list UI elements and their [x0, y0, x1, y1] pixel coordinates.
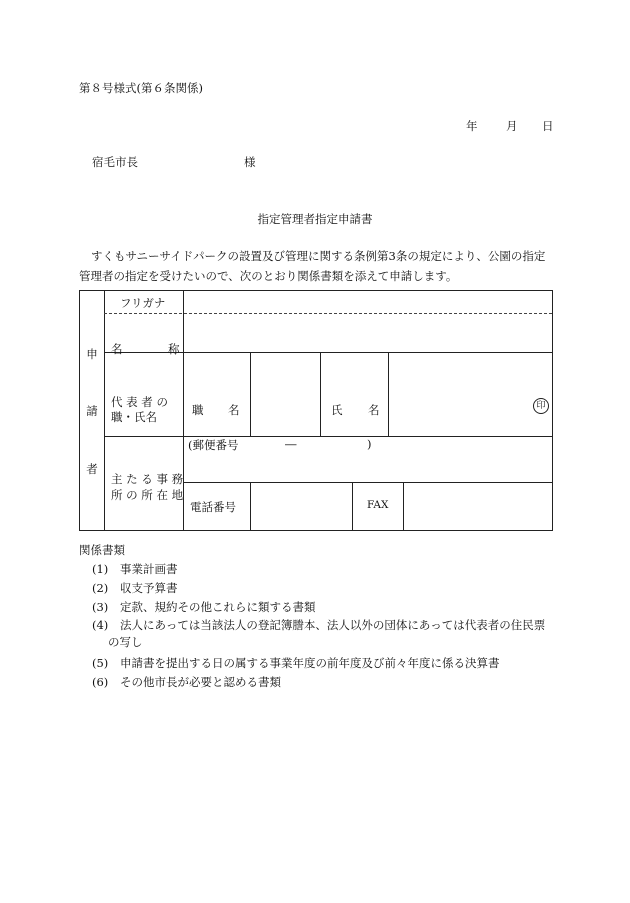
list-item [92, 599, 316, 615]
list-item [92, 674, 281, 690]
list-item [92, 655, 500, 671]
list-item-text: 申請書を提出する日の属する事業年度の前年度及び前々年度に係る決算書 [120, 656, 500, 670]
position-label-1: 職 [192, 403, 204, 417]
list-item-text: 法人にあっては当該法人の登記簿謄本、法人以外の団体にあっては代表者の住民票 [120, 618, 546, 632]
list-item-text: 事業計画書 [120, 562, 178, 576]
list-item-continuation: の写し [108, 635, 143, 649]
applicant-char-2: 請 [86, 404, 98, 418]
office-label-1: 主 た る 事 務 [111, 472, 184, 486]
list-item-text: 収支予算書 [120, 581, 178, 595]
list-item-number: (6) [92, 675, 109, 689]
list-item-text: 定款、規約その他これらに類する書類 [120, 600, 316, 614]
representative-label-1: 代 表 者 の [111, 395, 168, 409]
intro-paragraph: すくもサニーサイドパークの設置及び管理に関する条例第3条の規定により、公園の指定管理者の指定を受けたいので、次のとおり関係書類を添えて申請します。 [79, 249, 546, 283]
fax-label: FAX [367, 499, 389, 511]
seal-mark: 印 [533, 398, 549, 414]
related-documents-title: 関係書類 [79, 543, 125, 557]
list-item-number: (5) [92, 656, 109, 670]
representative-label-2: 職・氏名 [111, 410, 157, 424]
date-line [466, 118, 554, 134]
phone-label: 電話番号 [190, 500, 236, 514]
list-item-text: その他市長が必要と認める書類 [120, 675, 281, 689]
form-number: 第８号様式(第６条関係) [79, 81, 203, 95]
list-item-number: (4) [92, 618, 109, 632]
list-item [92, 561, 178, 577]
application-table [79, 290, 553, 531]
person-name-field[interactable] [389, 353, 551, 435]
date-month-label: 月 [506, 119, 518, 133]
furigana-field[interactable] [184, 292, 551, 312]
postal-code-label: (郵便番号 [188, 438, 239, 452]
date-year-label: 年 [466, 119, 478, 133]
name-label-2: 称 [168, 342, 180, 356]
name-field[interactable] [184, 315, 551, 351]
address-field[interactable] [184, 453, 551, 481]
fax-field[interactable] [404, 483, 551, 529]
position-label-2: 名 [228, 403, 240, 417]
postal-code-dash: ― [285, 437, 297, 451]
phone-field[interactable] [251, 483, 351, 529]
addressee [92, 154, 256, 170]
addressee-honorific: 様 [244, 155, 256, 169]
list-item-number: (2) [92, 581, 109, 595]
postal-code-close: ) [367, 437, 372, 451]
date-day-label: 日 [542, 119, 554, 133]
furigana-label: フリガナ [120, 296, 166, 310]
list-item [92, 617, 545, 633]
list-item-number: (3) [92, 600, 109, 614]
applicant-char-1: 申 [86, 347, 98, 361]
position-field[interactable] [251, 353, 319, 435]
person-name-label-1: 氏 [331, 403, 343, 417]
office-label-2: 所 の 所 在 地 [111, 488, 184, 502]
applicant-char-3: 者 [86, 462, 98, 476]
addressee-name: 宿毛市長 [92, 155, 138, 169]
document-title: 指定管理者指定申請書 [257, 212, 373, 226]
list-item-number: (1) [92, 562, 109, 576]
name-label-1: 名 [111, 342, 123, 356]
person-name-label-2: 名 [368, 403, 380, 417]
list-item [92, 580, 178, 596]
